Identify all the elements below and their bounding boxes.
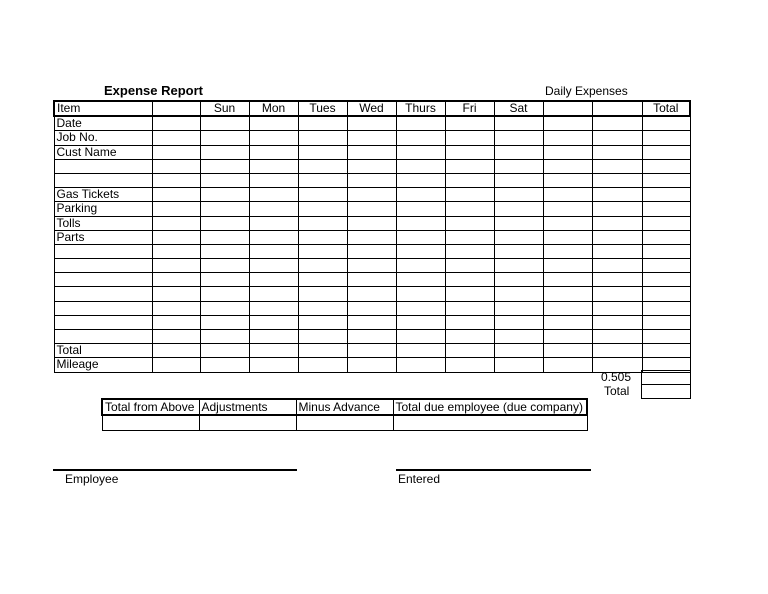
expense-cell[interactable] <box>249 259 298 273</box>
expense-cell[interactable] <box>298 344 347 358</box>
expense-cell[interactable] <box>200 244 249 258</box>
summary-header-row <box>102 399 587 415</box>
expense-cell[interactable] <box>592 159 642 173</box>
expense-cell[interactable] <box>347 273 396 287</box>
expense-cell[interactable] <box>445 159 494 173</box>
expense-cell[interactable] <box>298 244 347 258</box>
expense-cell[interactable] <box>592 173 642 187</box>
expense-cell[interactable] <box>396 259 445 273</box>
column-header: Thurs <box>396 101 445 116</box>
expense-cell[interactable] <box>298 259 347 273</box>
expense-cell[interactable] <box>200 173 249 187</box>
row-label: Gas Tickets <box>54 188 152 202</box>
expense-cell[interactable] <box>494 244 543 258</box>
expense-cell[interactable] <box>152 131 200 145</box>
summary-value-cell[interactable] <box>199 415 296 431</box>
expense-cell[interactable] <box>592 315 642 329</box>
expense-cell[interactable] <box>200 131 249 145</box>
daily-expenses-label: Daily Expenses <box>545 84 628 98</box>
expense-cell[interactable] <box>543 159 592 173</box>
expense-cell[interactable] <box>494 188 543 202</box>
expense-cell[interactable] <box>152 301 200 315</box>
row-label: Cust Name <box>54 145 152 159</box>
expense-cell[interactable] <box>249 202 298 216</box>
expense-cell[interactable] <box>642 230 690 244</box>
expense-cell[interactable] <box>347 259 396 273</box>
expense-cell[interactable] <box>642 145 690 159</box>
expense-cell[interactable] <box>445 188 494 202</box>
row-label: Tolls <box>54 216 152 230</box>
expense-cell[interactable] <box>445 315 494 329</box>
expense-cell[interactable] <box>249 244 298 258</box>
expense-cell[interactable] <box>396 230 445 244</box>
expense-cell[interactable] <box>200 344 249 358</box>
expense-cell[interactable] <box>445 173 494 187</box>
expense-cell[interactable] <box>347 173 396 187</box>
expense-cell[interactable] <box>494 344 543 358</box>
expense-cell[interactable] <box>592 273 642 287</box>
expense-cell[interactable] <box>642 273 690 287</box>
expense-cell[interactable] <box>347 315 396 329</box>
row-label: Parts <box>54 230 152 244</box>
expense-cell[interactable] <box>642 131 690 145</box>
mileage-total-cell[interactable] <box>641 384 691 399</box>
expense-cell[interactable] <box>200 358 249 372</box>
table-row <box>54 301 690 315</box>
expense-cell[interactable] <box>249 216 298 230</box>
expense-cell[interactable] <box>592 301 642 315</box>
expense-cell[interactable] <box>347 159 396 173</box>
expense-cell[interactable] <box>249 287 298 301</box>
summary-header-cell: Total due employee (due company) <box>393 399 587 415</box>
expense-cell[interactable] <box>249 358 298 372</box>
expense-cell[interactable] <box>298 315 347 329</box>
expense-cell[interactable] <box>249 301 298 315</box>
expense-cell[interactable] <box>445 259 494 273</box>
row-label <box>54 330 152 344</box>
row-label <box>54 159 152 173</box>
expense-cell[interactable] <box>494 230 543 244</box>
expense-cell[interactable] <box>494 358 543 372</box>
expense-cell[interactable] <box>200 188 249 202</box>
expense-cell[interactable] <box>592 244 642 258</box>
expense-cell[interactable] <box>494 330 543 344</box>
expense-cell[interactable] <box>445 116 494 131</box>
expense-cell[interactable] <box>543 358 592 372</box>
expense-cell[interactable] <box>543 188 592 202</box>
expense-cell[interactable] <box>200 259 249 273</box>
row-label <box>54 287 152 301</box>
expense-cell[interactable] <box>543 202 592 216</box>
expense-cell[interactable] <box>200 116 249 131</box>
expense-cell[interactable] <box>200 230 249 244</box>
expense-cell[interactable] <box>152 159 200 173</box>
expense-cell[interactable] <box>347 330 396 344</box>
expense-cell[interactable] <box>592 188 642 202</box>
expense-cell[interactable] <box>249 315 298 329</box>
header-row <box>54 101 690 116</box>
expense-cell[interactable] <box>642 259 690 273</box>
table-row <box>54 116 690 131</box>
column-header <box>543 101 592 116</box>
expense-cell[interactable] <box>152 330 200 344</box>
expense-cell[interactable] <box>543 131 592 145</box>
expense-cell[interactable] <box>642 330 690 344</box>
summary-value-row <box>102 415 587 431</box>
table-row <box>54 202 690 216</box>
expense-cell[interactable] <box>347 116 396 131</box>
expense-cell[interactable] <box>642 173 690 187</box>
expense-cell[interactable] <box>396 159 445 173</box>
expense-cell[interactable] <box>396 145 445 159</box>
expense-cell[interactable] <box>592 287 642 301</box>
expense-cell[interactable] <box>445 330 494 344</box>
expense-cell[interactable] <box>642 116 690 131</box>
entered-signature-line[interactable] <box>396 469 591 471</box>
table-row <box>54 330 690 344</box>
column-header: Tues <box>298 101 347 116</box>
expense-cell[interactable] <box>642 344 690 358</box>
expense-cell[interactable] <box>642 159 690 173</box>
expense-cell[interactable] <box>592 259 642 273</box>
expense-cell[interactable] <box>200 273 249 287</box>
summary-value-cell[interactable] <box>296 415 393 431</box>
row-label: Mileage <box>54 358 152 372</box>
table-row <box>54 315 690 329</box>
expense-cell[interactable] <box>494 116 543 131</box>
employee-label: Employee <box>65 472 119 486</box>
expense-cell[interactable] <box>249 330 298 344</box>
expense-cell[interactable] <box>396 116 445 131</box>
expense-cell[interactable] <box>152 188 200 202</box>
expense-cell[interactable] <box>347 244 396 258</box>
expense-cell[interactable] <box>592 344 642 358</box>
expense-cell[interactable] <box>642 315 690 329</box>
expense-cell[interactable] <box>494 315 543 329</box>
mileage-rate-cell[interactable] <box>641 370 691 385</box>
expense-cell[interactable] <box>445 244 494 258</box>
expense-cell[interactable] <box>592 202 642 216</box>
expense-cell[interactable] <box>642 301 690 315</box>
expense-cell[interactable] <box>396 315 445 329</box>
expense-cell[interactable] <box>200 145 249 159</box>
expense-cell[interactable] <box>347 344 396 358</box>
expense-cell[interactable] <box>249 230 298 244</box>
expense-cell[interactable] <box>249 173 298 187</box>
expense-cell[interactable] <box>152 287 200 301</box>
table-row <box>54 145 690 159</box>
column-header <box>592 101 642 116</box>
expense-cell[interactable] <box>592 230 642 244</box>
entered-label: Entered <box>398 472 441 486</box>
expense-cell[interactable] <box>200 159 249 173</box>
expense-cell[interactable] <box>396 188 445 202</box>
expense-cell[interactable] <box>298 202 347 216</box>
expense-cell[interactable] <box>396 173 445 187</box>
column-header: Sun <box>200 101 249 116</box>
summary-header-cell: Total from Above <box>102 399 199 415</box>
expense-grid <box>53 100 691 373</box>
expense-cell[interactable] <box>396 358 445 372</box>
expense-cell[interactable] <box>445 344 494 358</box>
expense-cell[interactable] <box>152 145 200 159</box>
expense-cell[interactable] <box>494 259 543 273</box>
expense-cell[interactable] <box>298 188 347 202</box>
expense-cell[interactable] <box>152 116 200 131</box>
expense-cell[interactable] <box>152 244 200 258</box>
expense-cell[interactable] <box>298 145 347 159</box>
table-row <box>54 344 690 358</box>
expense-cell[interactable] <box>396 287 445 301</box>
row-label: Job No. <box>54 131 152 145</box>
expense-cell[interactable] <box>445 202 494 216</box>
expense-cell[interactable] <box>494 287 543 301</box>
expense-cell[interactable] <box>152 315 200 329</box>
expense-cell[interactable] <box>543 230 592 244</box>
report-title: Expense Report <box>104 83 203 98</box>
row-label: Parking <box>54 202 152 216</box>
row-label <box>54 315 152 329</box>
expense-cell[interactable] <box>298 230 347 244</box>
expense-cell[interactable] <box>152 173 200 187</box>
expense-cell[interactable] <box>642 244 690 258</box>
expense-cell[interactable] <box>494 202 543 216</box>
column-header: Wed <box>347 101 396 116</box>
column-header: Sat <box>494 101 543 116</box>
expense-cell[interactable] <box>152 344 200 358</box>
expense-cell[interactable] <box>642 216 690 230</box>
row-label <box>54 301 152 315</box>
summary-value-cell[interactable] <box>393 415 587 431</box>
expense-cell[interactable] <box>494 273 543 287</box>
table-row <box>54 230 690 244</box>
expense-cell[interactable] <box>152 259 200 273</box>
expense-cell[interactable] <box>445 287 494 301</box>
expense-cell[interactable] <box>298 330 347 344</box>
table-row <box>54 159 690 173</box>
expense-cell[interactable] <box>642 188 690 202</box>
column-header <box>152 101 200 116</box>
expense-cell[interactable] <box>592 131 642 145</box>
expense-cell[interactable] <box>396 202 445 216</box>
row-label <box>54 259 152 273</box>
expense-cell[interactable] <box>592 330 642 344</box>
summary-header-cell: Minus Advance <box>296 399 393 415</box>
expense-cell[interactable] <box>543 287 592 301</box>
expense-cell[interactable] <box>494 159 543 173</box>
expense-cell[interactable] <box>396 216 445 230</box>
expense-cell[interactable] <box>445 230 494 244</box>
row-label: Date <box>54 116 152 131</box>
column-header: Total <box>642 101 690 116</box>
column-header: Item <box>54 101 152 116</box>
table-row <box>54 188 690 202</box>
expense-cell[interactable] <box>152 230 200 244</box>
expense-cell[interactable] <box>543 301 592 315</box>
expense-cell[interactable] <box>347 202 396 216</box>
expense-cell[interactable] <box>445 273 494 287</box>
expense-cell[interactable] <box>200 330 249 344</box>
expense-cell[interactable] <box>543 216 592 230</box>
expense-cell[interactable] <box>592 116 642 131</box>
mileage-total-label: Total <box>604 384 630 398</box>
expense-cell[interactable] <box>494 145 543 159</box>
expense-cell[interactable] <box>347 145 396 159</box>
row-label <box>54 173 152 187</box>
summary-value-cell[interactable] <box>102 415 199 431</box>
employee-signature-line[interactable] <box>53 469 297 471</box>
expense-cell[interactable] <box>200 315 249 329</box>
expense-cell[interactable] <box>347 230 396 244</box>
expense-cell[interactable] <box>249 131 298 145</box>
table-row <box>54 216 690 230</box>
expense-cell[interactable] <box>642 287 690 301</box>
expense-cell[interactable] <box>347 216 396 230</box>
expense-cell[interactable] <box>347 301 396 315</box>
expense-cell[interactable] <box>298 159 347 173</box>
expense-cell[interactable] <box>249 273 298 287</box>
expense-cell[interactable] <box>200 301 249 315</box>
table-row <box>54 131 690 145</box>
expense-cell[interactable] <box>152 273 200 287</box>
expense-cell[interactable] <box>249 116 298 131</box>
expense-cell[interactable] <box>543 244 592 258</box>
table-row <box>54 173 690 187</box>
row-label <box>54 273 152 287</box>
expense-cell[interactable] <box>347 358 396 372</box>
expense-cell[interactable] <box>298 116 347 131</box>
expense-cell[interactable] <box>298 216 347 230</box>
expense-cell[interactable] <box>445 301 494 315</box>
expense-cell[interactable] <box>152 216 200 230</box>
expense-cell[interactable] <box>543 173 592 187</box>
table-row <box>54 244 690 258</box>
column-header: Mon <box>249 101 298 116</box>
expense-cell[interactable] <box>494 173 543 187</box>
expense-cell[interactable] <box>445 216 494 230</box>
expense-cell[interactable] <box>152 358 200 372</box>
table-row <box>54 273 690 287</box>
expense-cell[interactable] <box>347 287 396 301</box>
expense-cell[interactable] <box>396 131 445 145</box>
expense-cell[interactable] <box>445 358 494 372</box>
expense-cell[interactable] <box>543 315 592 329</box>
expense-cell[interactable] <box>642 202 690 216</box>
expense-cell[interactable] <box>543 116 592 131</box>
expense-cell[interactable] <box>298 358 347 372</box>
expense-cell[interactable] <box>543 330 592 344</box>
expense-cell[interactable] <box>396 301 445 315</box>
expense-cell[interactable] <box>543 344 592 358</box>
expense-cell[interactable] <box>200 202 249 216</box>
expense-cell[interactable] <box>152 202 200 216</box>
table-row <box>54 358 690 372</box>
mileage-rate: 0.505 <box>601 370 632 384</box>
expense-cell[interactable] <box>249 145 298 159</box>
expense-cell[interactable] <box>494 131 543 145</box>
expense-cell[interactable] <box>249 159 298 173</box>
summary-table <box>101 398 588 431</box>
expense-cell[interactable] <box>543 145 592 159</box>
expense-cell[interactable] <box>445 131 494 145</box>
expense-cell[interactable] <box>347 188 396 202</box>
expense-cell[interactable] <box>298 287 347 301</box>
expense-cell[interactable] <box>249 344 298 358</box>
expense-cell[interactable] <box>592 145 642 159</box>
summary-header-cell: Adjustments <box>199 399 296 415</box>
expense-cell[interactable] <box>543 259 592 273</box>
expense-cell[interactable] <box>200 216 249 230</box>
row-label: Total <box>54 344 152 358</box>
expense-cell[interactable] <box>494 216 543 230</box>
expense-cell[interactable] <box>543 273 592 287</box>
expense-cell[interactable] <box>396 344 445 358</box>
expense-cell[interactable] <box>396 244 445 258</box>
expense-cell[interactable] <box>347 131 396 145</box>
expense-cell[interactable] <box>396 273 445 287</box>
expense-cell[interactable] <box>298 131 347 145</box>
expense-cell[interactable] <box>396 330 445 344</box>
expense-cell[interactable] <box>200 287 249 301</box>
expense-cell[interactable] <box>249 188 298 202</box>
table-row <box>54 287 690 301</box>
table-row <box>54 259 690 273</box>
expense-cell[interactable] <box>445 145 494 159</box>
expense-cell[interactable] <box>298 273 347 287</box>
expense-cell[interactable] <box>298 301 347 315</box>
expense-cell[interactable] <box>298 173 347 187</box>
expense-cell[interactable] <box>592 216 642 230</box>
expense-cell[interactable] <box>494 301 543 315</box>
column-header: Fri <box>445 101 494 116</box>
row-label <box>54 244 152 258</box>
